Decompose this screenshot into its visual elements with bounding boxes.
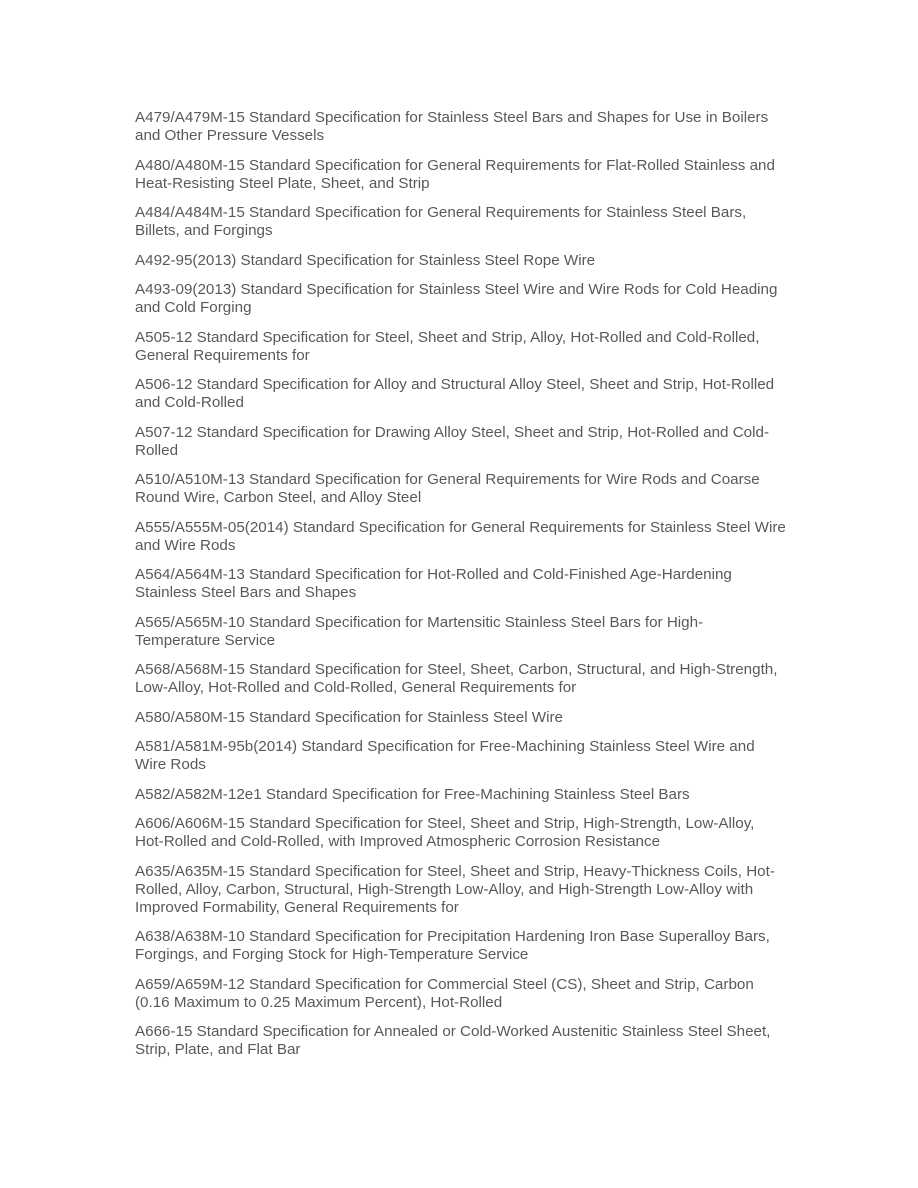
spec-entry: A479/A479M-15 Standard Specification for Stainless Steel Bars and Shapes for Use in Boilers and Other Pressure Vessels — [135, 109, 769, 144]
spec-entry: A666-15 Standard Specification for Annealed or Cold-Worked Austenitic Stainless Steel Sheet, Strip, Plate, and Flat Bar — [135, 1023, 771, 1058]
spec-entry: A568/A568M-15 Standard Specification for Steel, Sheet, Carbon, Structural, and High-Strength, Low-Alloy, Hot-Rolled and Cold-Rolled, General Requirements for — [135, 661, 778, 696]
spec-entry: A493-09(2013) Standard Specification for Stainless Steel Wire and Wire Rods for Cold Heading and Cold Forging — [135, 281, 778, 316]
spec-entry: A480/A480M-15 Standard Specification for General Requirements for Flat-Rolled Stainless and Heat-Resisting Steel Plate, Sheet, and Strip — [135, 156, 775, 192]
spec-entry: A510/A510M-13 Standard Specification for General Requirements for Wire Rods and Coarse Round Wire, Carbon Steel, and Alloy Steel — [135, 471, 760, 506]
spec-entry: A484/A484M-15 Standard Specification for General Requirements for Stainless Steel Bars, Billets, and Forgings — [135, 204, 747, 239]
spec-entry: A507-12 Standard Specification for Drawing Alloy Steel, Sheet and Strip, Hot-Rolled and Cold-Rolled — [135, 423, 770, 459]
spec-entry: A581/A581M-95b(2014) Standard Specification for Free-Machining Stainless Steel Wire and Wire Rods — [135, 738, 755, 773]
spec-entry: A492-95(2013) Standard Specification for Stainless Steel Rope Wire — [135, 251, 596, 269]
spec-entry: A582/A582M-12e1 Standard Specification for Free-Machining Stainless Steel Bars — [135, 785, 690, 803]
spec-entry: A506-12 Standard Specification for Alloy and Structural Alloy Steel, Sheet and Strip, Hot-Rolled and Cold-Rolled — [135, 376, 775, 411]
spec-entry: A505-12 Standard Specification for Steel, Sheet and Strip, Alloy, Hot-Rolled and Cold-Rolled, General Requirements for — [135, 328, 760, 364]
spec-entry: A638/A638M-10 Standard Specification for Precipitation Hardening Iron Base Superalloy Bars, Forgings, and Forging Stock for High-Temperature Service — [135, 928, 770, 963]
spec-entry: A555/A555M-05(2014) Standard Specification for General Requirements for Stainless Steel Wire and Wire Rods — [135, 518, 786, 554]
spec-entry: A565/A565M-10 Standard Specification for Martensitic Stainless Steel Bars for High-Temperature Service — [135, 613, 704, 649]
spec-entry: A635/A635M-15 Standard Specification for Steel, Sheet and Strip, Heavy-Thickness Coils, Hot-Rolled, Alloy, Carbon, Structural, High-Strength Low-Alloy, and High-Strength Low-Alloy with Improved Formability, General Requirements for — [135, 862, 775, 916]
spec-entry: A580/A580M-15 Standard Specification for Stainless Steel Wire — [135, 708, 564, 726]
specification-list — [135, 109, 787, 1071]
spec-entry: A659/A659M-12 Standard Specification for Commercial Steel (CS), Sheet and Strip, Carbon (0.16 Maximum to 0.25 Maximum Percent), Hot-Rolled — [135, 975, 754, 1011]
spec-entry: A606/A606M-15 Standard Specification for Steel, Sheet and Strip, High-Strength, Low-Alloy, Hot-Rolled and Cold-Rolled, with Improved Atmospheric Corrosion Resistance — [135, 815, 755, 850]
spec-entry: A564/A564M-13 Standard Specification for Hot-Rolled and Cold-Finished Age-Hardening Stainless Steel Bars and Shapes — [135, 566, 732, 601]
